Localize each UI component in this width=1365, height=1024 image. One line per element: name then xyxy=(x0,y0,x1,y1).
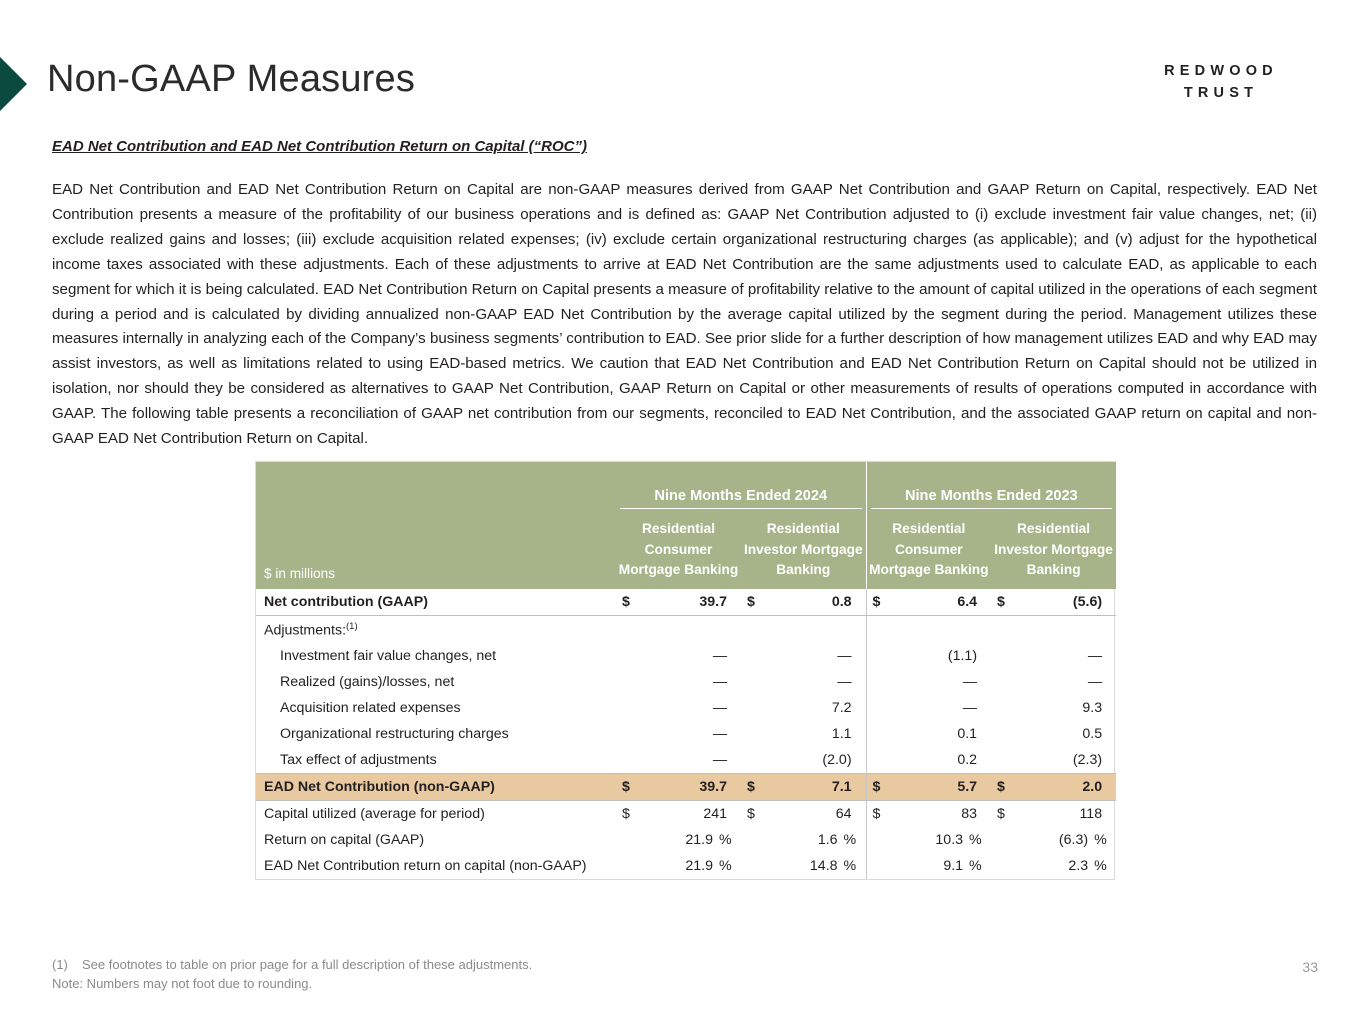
row-value: — xyxy=(962,674,978,691)
row-currency xyxy=(991,695,1027,721)
table-row xyxy=(256,589,1116,616)
row-value: — xyxy=(712,726,727,743)
row-value-number: 21.9 xyxy=(685,858,713,875)
row-currency xyxy=(741,669,777,695)
row-currency xyxy=(866,615,902,643)
row-label: Investment fair value changes, net xyxy=(280,648,497,665)
row-value-number: 21.9 xyxy=(685,832,713,849)
page-title: Non-GAAP Measures xyxy=(47,58,416,100)
column-header-0: Residential Consumer Mortgage Banking xyxy=(616,512,741,589)
row-currency xyxy=(616,827,652,853)
brand-name-line-1: REDWOOD xyxy=(1164,63,1278,79)
row-value xyxy=(902,615,991,643)
row-value-number: 14.8 xyxy=(809,858,838,875)
row-value: — xyxy=(1087,674,1103,691)
row-label: Acquisition related expenses xyxy=(280,700,461,717)
row-label: Capital utilized (average for period) xyxy=(264,806,485,823)
row-currency xyxy=(741,721,777,747)
section-subtitle: EAD Net Contribution and EAD Net Contribution Return on Capital (“ROC”) xyxy=(52,138,587,155)
row-currency: $ xyxy=(866,801,902,828)
row-value: 6.4 xyxy=(902,589,991,616)
row-value: — xyxy=(712,700,727,717)
table-row-highlighted xyxy=(256,774,1116,801)
table-row xyxy=(256,695,1116,721)
row-currency: $ xyxy=(747,806,755,823)
row-value-number: 9.1 xyxy=(943,858,964,875)
percent-sign: % xyxy=(843,832,857,849)
footnote-text: See footnotes to table on prior page for a full description of these adjustments. xyxy=(82,957,533,972)
row-value xyxy=(652,827,741,853)
row-label: Realized (gains)/losses, net xyxy=(280,674,455,691)
row-value xyxy=(1027,853,1116,879)
row-value: 241 xyxy=(703,806,727,823)
row-value: 0.2 xyxy=(957,752,978,769)
triangle-logo-icon xyxy=(0,57,27,111)
row-label: EAD Net Contribution (non-GAAP) xyxy=(256,774,616,801)
row-value: 64 xyxy=(835,806,852,823)
row-value: — xyxy=(837,674,852,691)
row-value xyxy=(652,853,741,879)
column-header-2: Residential Consumer Mortgage Banking xyxy=(866,512,991,589)
row-currency: $ xyxy=(741,589,777,616)
row-currency: $ xyxy=(991,589,1027,616)
row-currency xyxy=(991,721,1027,747)
row-currency: $ xyxy=(991,774,1027,801)
row-value: (1.1) xyxy=(947,648,978,665)
row-currency xyxy=(866,827,902,853)
row-value: 0.1 xyxy=(957,726,978,743)
row-currency: $ xyxy=(866,589,902,616)
brand-logo xyxy=(1121,60,1321,105)
row-currency xyxy=(991,853,1027,879)
table-row xyxy=(256,801,1116,828)
slide-header xyxy=(0,0,1365,130)
row-value: (2.3) xyxy=(1072,752,1103,769)
row-currency xyxy=(991,643,1027,669)
group-header-rule xyxy=(871,508,1113,509)
table-row xyxy=(256,721,1116,747)
row-currency xyxy=(741,615,777,643)
row-currency xyxy=(991,669,1027,695)
footnote-marker: (1) xyxy=(346,620,358,632)
percent-sign: % xyxy=(1094,832,1107,849)
table-row xyxy=(256,853,1116,879)
row-currency xyxy=(866,853,902,879)
row-value: — xyxy=(962,700,978,717)
row-currency xyxy=(616,669,652,695)
percent-sign: % xyxy=(719,832,732,849)
row-currency xyxy=(741,827,777,853)
row-value: — xyxy=(712,752,727,769)
row-value xyxy=(902,853,991,879)
group-header-2023 xyxy=(866,462,1116,512)
row-value: (2.0) xyxy=(822,752,852,769)
row-currency xyxy=(616,643,652,669)
percent-sign: % xyxy=(969,858,982,875)
row-currency xyxy=(741,747,777,774)
row-currency xyxy=(991,615,1027,643)
body-paragraph: EAD Net Contribution and EAD Net Contribution Return on Capital are non-GAAP measures derived from GAAP Net Contribution and GAAP Return on Capital, respectively. EAD Net Contribution presents a measure of the profitability of our business operations and is defined as: GAAP Net Contribution adjusted to (i) exclude investment fair value changes, net; (ii) exclude realized gains and losses; (iii) exclude acquisition related expenses; (iv) exclude certain organizational restructuring charges (as applicable); and (v) adjust for the hypothetical income taxes associated with these adjustments. Each of these adjustments to arrive at EAD Net Contribution are the same adjustments used to calculate EAD, as applicable to each segment for which it is being calculated. EAD Net Contribution Return on Capital presents a measure of profitability relative to the amount of capital utilized in the operations of each segment during a period and is calculated by dividing annualized non-GAAP EAD Net Contribution by the average capital utilized by the segment during the period. Management utilizes these measures internally in analyzing each of the Company’s business segments’ contribution to EAD. See prior slide for a further description of how management utilizes EAD and why EAD may assist investors, as well as limitations related to using EAD-based metrics. We caution that EAD Net Contribution and EAD Net Contribution Return on Capital should not be utilized in isolation, nor should they be considered as alternatives to GAAP Net Contribution, GAAP Return on Capital or other measurements of results of operations computed in accordance with GAAP. The following table presents a reconciliation of GAAP net contribution from our segments, reconciled to EAD Net Contribution, and the associated GAAP return on capital and non-GAAP EAD Net Contribution Return on Capital. xyxy=(52,181,1317,448)
row-currency xyxy=(866,643,902,669)
row-label xyxy=(256,615,616,643)
group-header-2024-text: Nine Months Ended 2024 xyxy=(654,488,828,504)
row-label-text: Adjustments: xyxy=(264,622,347,639)
rounding-note: Note: Numbers may not foot due to rounding. xyxy=(52,976,313,991)
row-currency xyxy=(741,853,777,879)
row-currency xyxy=(991,827,1027,853)
row-value: 118 xyxy=(1079,806,1103,823)
table-group-header-row xyxy=(256,462,1116,512)
page-number: 33 xyxy=(1302,959,1318,975)
reconciliation-table xyxy=(255,461,1115,880)
row-value: — xyxy=(837,648,852,665)
percent-sign: % xyxy=(969,832,982,849)
row-label: Net contribution (GAAP) xyxy=(256,589,616,616)
row-currency: $ xyxy=(616,774,652,801)
row-currency xyxy=(866,695,902,721)
row-value: 0.5 xyxy=(1082,726,1103,743)
row-value: 39.7 xyxy=(652,774,741,801)
row-currency xyxy=(616,695,652,721)
row-value-number: 2.3 xyxy=(1068,858,1089,875)
row-currency: $ xyxy=(997,806,1005,823)
percent-sign: % xyxy=(719,858,732,875)
table-row xyxy=(256,643,1116,669)
row-value: 39.7 xyxy=(652,589,741,616)
row-currency xyxy=(741,695,777,721)
row-currency: $ xyxy=(741,774,777,801)
row-label: EAD Net Contribution return on capital (non-GAAP) xyxy=(264,858,587,875)
column-header-1: Residential Investor Mortgage Banking xyxy=(741,512,866,589)
row-label: Return on capital (GAAP) xyxy=(264,832,425,849)
row-value: 9.3 xyxy=(1082,700,1103,717)
row-value xyxy=(1027,615,1116,643)
table-row xyxy=(256,827,1116,853)
row-value: 1.1 xyxy=(831,726,852,743)
row-value xyxy=(777,853,866,879)
row-value-number: 1.6 xyxy=(817,832,838,849)
row-value: 7.1 xyxy=(777,774,866,801)
row-value: — xyxy=(712,674,727,691)
row-value: 7.2 xyxy=(831,700,852,717)
row-value xyxy=(1027,827,1116,853)
group-header-2023-text: Nine Months Ended 2023 xyxy=(904,488,1078,504)
row-value: 5.7 xyxy=(902,774,991,801)
row-currency xyxy=(866,669,902,695)
row-currency xyxy=(866,747,902,774)
row-value xyxy=(652,615,741,643)
row-currency xyxy=(741,643,777,669)
row-currency xyxy=(616,721,652,747)
row-value: (5.6) xyxy=(1027,589,1116,616)
row-label: Organizational restructuring charges xyxy=(280,726,509,743)
table-row xyxy=(256,669,1116,695)
row-value: — xyxy=(712,648,727,665)
row-value: 83 xyxy=(961,806,978,823)
row-value xyxy=(902,827,991,853)
row-currency: $ xyxy=(622,806,630,823)
percent-sign: % xyxy=(843,858,857,875)
row-value-number: (6.3) xyxy=(1058,832,1089,849)
brand-name-line-2: TRUST xyxy=(1183,85,1259,102)
table-units-label: $ in millions xyxy=(256,462,616,589)
row-value: — xyxy=(1087,648,1103,665)
row-currency xyxy=(866,721,902,747)
row-value: 0.8 xyxy=(777,589,866,616)
row-currency: $ xyxy=(866,774,902,801)
row-currency: $ xyxy=(616,589,652,616)
footnote-number: (1) xyxy=(52,957,68,972)
row-value: 2.0 xyxy=(1027,774,1116,801)
column-header-3: Residential Investor Mortgage Banking xyxy=(991,512,1116,589)
row-currency xyxy=(616,853,652,879)
row-currency xyxy=(616,615,652,643)
footnote-1 xyxy=(52,955,532,974)
percent-sign: % xyxy=(1094,858,1107,875)
row-value xyxy=(777,615,866,643)
row-value-number: 10.3 xyxy=(935,832,964,849)
row-label: Tax effect of adjustments xyxy=(280,752,437,769)
row-currency xyxy=(991,747,1027,774)
row-value xyxy=(777,827,866,853)
group-header-2024 xyxy=(616,462,866,512)
table-row xyxy=(256,747,1116,774)
row-currency xyxy=(616,747,652,774)
table-row xyxy=(256,615,1116,643)
footnotes xyxy=(52,955,532,993)
group-header-rule xyxy=(620,508,862,509)
